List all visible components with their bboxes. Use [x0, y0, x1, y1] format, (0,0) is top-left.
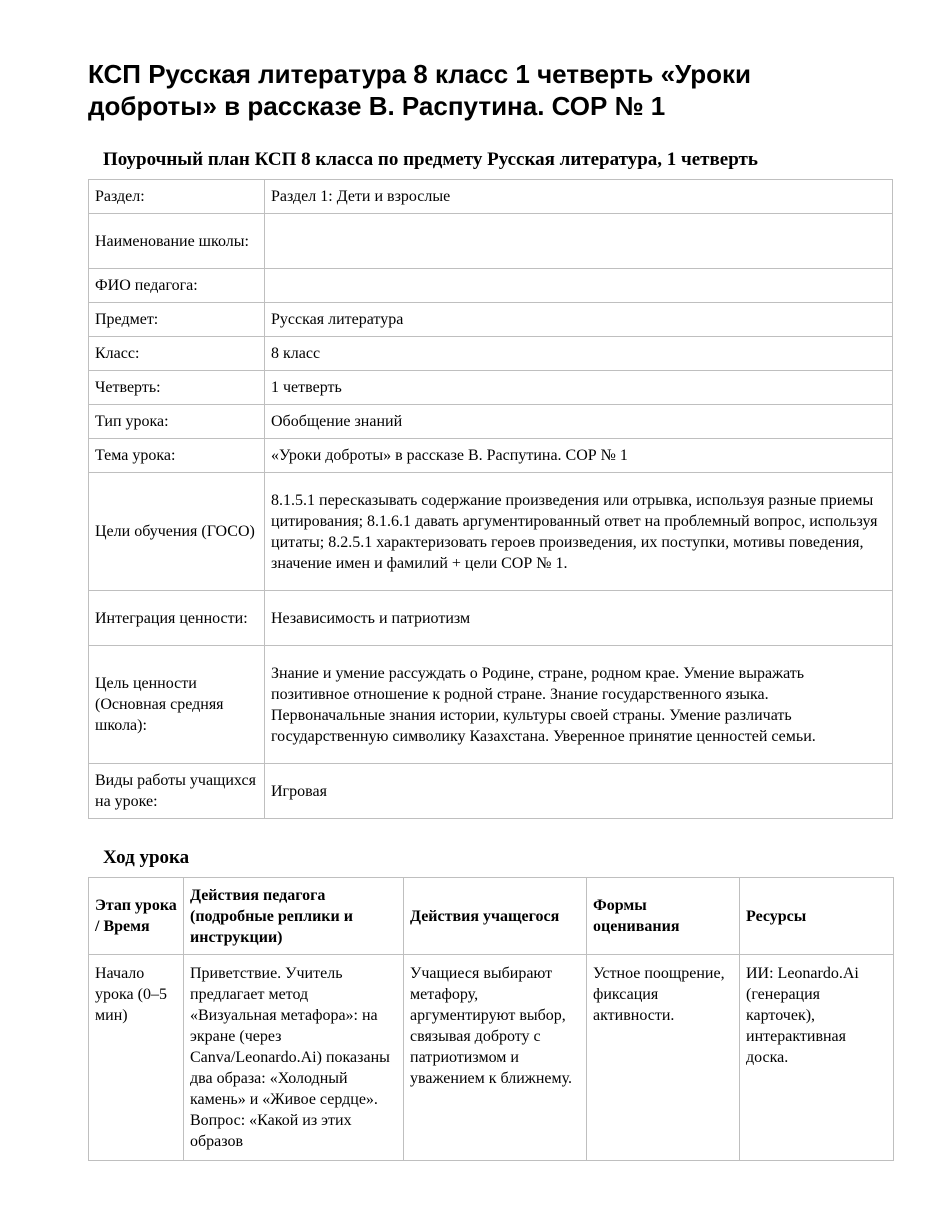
lesson-course-heading: Ход урока — [103, 847, 190, 868]
lesson-course-table — [88, 877, 894, 1161]
row-label: Четверть: — [89, 371, 265, 405]
table-row — [89, 646, 893, 764]
row-label: Виды работы учащихся на уроке: — [89, 764, 265, 819]
table-header-row — [89, 878, 894, 955]
table-row — [89, 214, 893, 269]
row-value: Знание и умение рассуждать о Родине, стране, родном крае. Умение выражать позитивное отношение к родной стране. Знание государственного языка. Первоначальные знания истории, культуры своей страны. Умение различать государственную символику Казахстана. Уверенное принятие ценностей семьи. — [265, 646, 893, 764]
document-title: КСП Русская литература 8 класс 1 четверть «Уроки доброты» в рассказе В. Распутина. СОР № 1 — [88, 59, 751, 121]
table-row — [89, 439, 893, 473]
row-value: 1 четверть — [265, 371, 893, 405]
row-label: Цели обучения (ГОСО) — [89, 473, 265, 591]
row-value: 8.1.5.1 пересказывать содержание произведения или отрывка, используя разные приемы цитирования; 8.1.6.1 давать аргументированный ответ на проблемный вопрос, используя цитаты; 8.2.5.1 характеризовать героев произведения, их поступки, мотивы поведения, значение имен и фамилий + цели СОР № 1. — [265, 473, 893, 591]
row-label: Цель ценности (Основная средняя школа): — [89, 646, 265, 764]
row-label: Тип урока: — [89, 405, 265, 439]
row-value: 8 класс — [265, 337, 893, 371]
cell-student-actions: Учащиеся выбирают метафору, аргументируют выбор, связывая доброту с патриотизмом и уважением к ближнему. — [404, 955, 587, 1161]
table-row — [89, 405, 893, 439]
table-row — [89, 591, 893, 646]
cell-assessment: Устное поощрение, фиксация активности. — [587, 955, 740, 1161]
table-row — [89, 764, 893, 819]
row-value: Русская литература — [265, 303, 893, 337]
row-value: Независимость и патриотизм — [265, 591, 893, 646]
row-value — [265, 214, 893, 269]
row-value: «Уроки доброты» в рассказе В. Распутина. СОР № 1 — [265, 439, 893, 473]
row-value: Обобщение знаний — [265, 405, 893, 439]
cell-stage: Начало урока (0–5 мин) — [89, 955, 184, 1161]
table-row — [89, 303, 893, 337]
lesson-plan-heading: Поурочный план КСП 8 класса по предмету Русская литература, 1 четверть — [103, 149, 758, 170]
row-label: Раздел: — [89, 180, 265, 214]
row-label: ФИО педагога: — [89, 269, 265, 303]
row-label: Интеграция ценности: — [89, 591, 265, 646]
table-row — [89, 955, 894, 1161]
row-label: Класс: — [89, 337, 265, 371]
table-row — [89, 269, 893, 303]
row-label: Наименование школы: — [89, 214, 265, 269]
column-header-student-actions: Действия учащегося — [404, 878, 587, 955]
cell-teacher-actions: Приветствие. Учитель предлагает метод «Визуальная метафора»: на экране (через Canva/Leonardo.Ai) показаны два образа: «Холодный камень» и «Живое сердце». Вопрос: «Какой из этих образов — [184, 955, 404, 1161]
row-value: Игровая — [265, 764, 893, 819]
column-header-resources: Ресурсы — [740, 878, 894, 955]
column-header-teacher-actions: Действия педагога (подробные реплики и инструкции) — [184, 878, 404, 955]
column-header-assessment: Формы оценивания — [587, 878, 740, 955]
table-row — [89, 180, 893, 214]
column-header-stage: Этап урока / Время — [89, 878, 184, 955]
row-label: Тема урока: — [89, 439, 265, 473]
row-value: Раздел 1: Дети и взрослые — [265, 180, 893, 214]
row-label: Предмет: — [89, 303, 265, 337]
table-row — [89, 371, 893, 405]
cell-resources: ИИ: Leonardo.Ai (генерация карточек), интерактивная доска. — [740, 955, 894, 1161]
table-row — [89, 337, 893, 371]
lesson-info-table — [88, 179, 893, 819]
row-value — [265, 269, 893, 303]
table-row — [89, 473, 893, 591]
